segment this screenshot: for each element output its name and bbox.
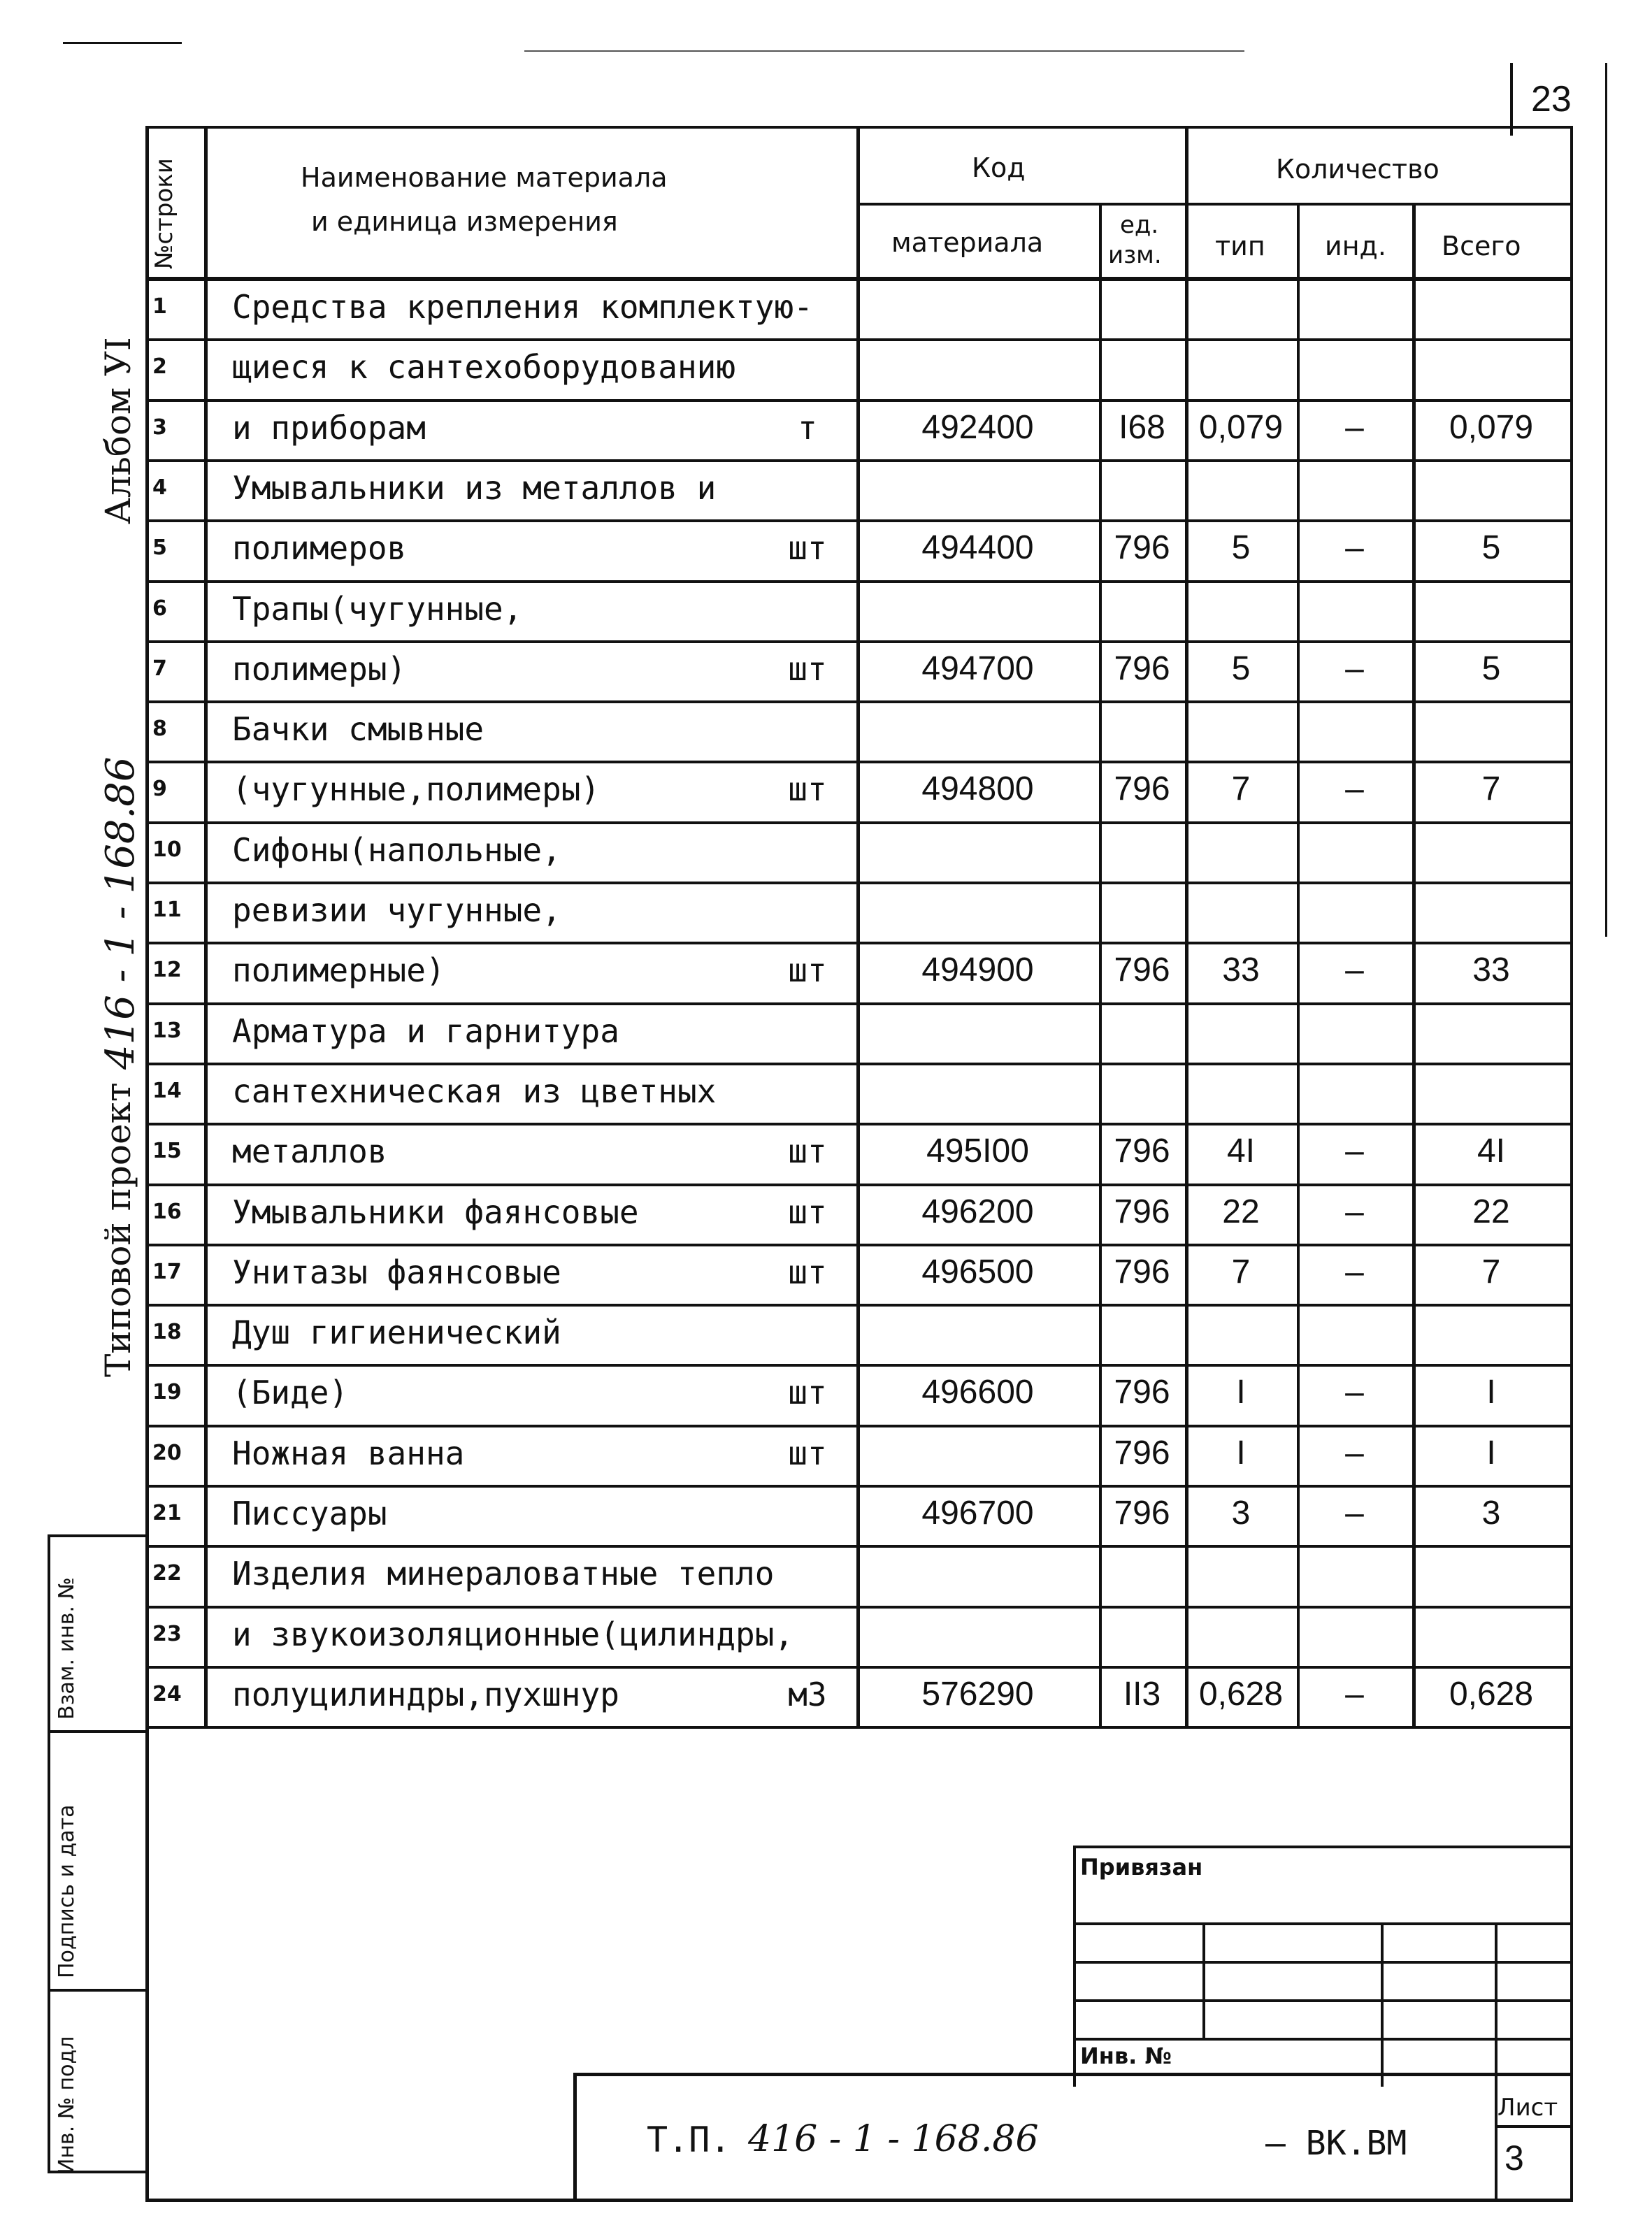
table-row <box>0 582 1570 642</box>
table-row <box>0 642 1570 702</box>
qty-ind <box>1297 461 1412 515</box>
qty-ind: – <box>1345 650 1364 687</box>
table-row <box>0 702 1570 762</box>
unit-of-measure <box>773 1607 842 1662</box>
material-name: Душ гигиенический <box>232 1314 561 1351</box>
privyazan-label: Привязан <box>1080 1854 1203 1880</box>
qty-ind <box>1297 1004 1412 1058</box>
header-code-unit-2: изм. <box>1108 241 1162 269</box>
unit-code: 796 <box>1114 951 1170 988</box>
body-left-line <box>145 1727 149 2202</box>
material-code <box>856 823 1099 877</box>
unit-code: 796 <box>1114 650 1170 687</box>
qty-type <box>1185 1004 1297 1058</box>
header-qty-ind: инд. <box>1325 231 1386 261</box>
material-code: 495I00 <box>926 1132 1029 1170</box>
tb-grid-col-3 <box>1495 1922 1497 2202</box>
material-name: и звукоизоляционные(цилиндры, <box>232 1616 794 1653</box>
table-row <box>0 1064 1570 1124</box>
qty-type <box>1185 340 1297 394</box>
row-number: 21 <box>152 1501 182 1525</box>
row-number: 17 <box>152 1260 182 1284</box>
qty-ind: – <box>1345 1374 1364 1411</box>
row-number: 3 <box>152 415 167 440</box>
material-name: сантехническая из цветных <box>232 1072 717 1110</box>
qty-total: 5 <box>1481 650 1501 687</box>
qty-total <box>1412 823 1570 877</box>
qty-total <box>1412 1004 1570 1058</box>
tb-stamp-left <box>573 2073 577 2202</box>
header-qty-type: тип <box>1215 231 1265 261</box>
qty-type: 5 <box>1231 529 1251 566</box>
unit-code <box>1099 340 1185 394</box>
table-row <box>0 823 1570 883</box>
qty-total <box>1412 461 1570 515</box>
stamp-vzam-label: Взам. инв. № <box>55 1577 79 1720</box>
qty-total <box>1412 1546 1570 1601</box>
material-code <box>856 280 1099 334</box>
qty-ind <box>1297 1546 1412 1601</box>
row-number: 6 <box>152 596 167 621</box>
unit-of-measure <box>773 1486 842 1541</box>
qty-type: 5 <box>1231 650 1251 687</box>
qty-total <box>1412 582 1570 636</box>
qty-ind <box>1297 1607 1412 1662</box>
qty-type: 7 <box>1231 770 1251 807</box>
row-number: 9 <box>152 777 167 801</box>
unit-code <box>1099 582 1185 636</box>
album-title: Альбом УI <box>98 337 138 524</box>
material-code <box>856 582 1099 636</box>
qty-ind: – <box>1345 770 1364 807</box>
tb-privyazan-left <box>1073 1846 1076 2087</box>
qty-ind <box>1297 883 1412 937</box>
qty-ind: – <box>1345 529 1364 566</box>
row-number: 1 <box>152 294 167 319</box>
unit-of-measure: шт <box>788 1253 827 1291</box>
qty-ind: – <box>1345 1253 1364 1290</box>
material-code <box>856 883 1099 937</box>
qty-total <box>1412 1607 1570 1662</box>
table-row <box>0 521 1570 581</box>
qty-ind: – <box>1345 1434 1364 1472</box>
qty-type: 3 <box>1231 1495 1251 1532</box>
tb-privyazan-top <box>1073 1846 1570 1848</box>
page-number: 23 <box>1531 79 1572 120</box>
table-row <box>0 1607 1570 1667</box>
material-name: полимеры) <box>232 650 407 688</box>
sheet-number: 3 <box>1504 2138 1524 2178</box>
material-name: полуцилиндры,пухшнур <box>232 1676 619 1713</box>
table-row <box>0 461 1570 521</box>
row-number: 11 <box>152 898 182 922</box>
qty-ind: – <box>1345 1132 1364 1170</box>
qty-total <box>1412 883 1570 937</box>
table-right-border <box>1570 126 1573 2202</box>
row-number: 12 <box>152 958 182 982</box>
table-row <box>0 340 1570 400</box>
qty-total: 0,079 <box>1449 409 1534 446</box>
material-name: Бачки смывные <box>232 710 484 748</box>
material-code <box>856 702 1099 756</box>
qty-type: 22 <box>1222 1193 1260 1230</box>
unit-code <box>1099 702 1185 756</box>
material-code: 494400 <box>921 529 1034 566</box>
row-number: 15 <box>152 1139 182 1163</box>
qty-ind: – <box>1345 1676 1364 1713</box>
qty-ind <box>1297 280 1412 334</box>
row-number: 23 <box>152 1622 182 1646</box>
header-qty-group: Количество <box>1276 154 1439 185</box>
material-code: 496500 <box>921 1253 1034 1290</box>
unit-code <box>1099 823 1185 877</box>
material-code: 494700 <box>921 650 1034 687</box>
row-number: 18 <box>152 1320 182 1344</box>
row-number: 22 <box>152 1561 182 1585</box>
table-row <box>0 1426 1570 1486</box>
material-name: полимеров <box>232 529 407 567</box>
qty-type <box>1185 461 1297 515</box>
unit-code: 796 <box>1114 1132 1170 1170</box>
material-code <box>856 1546 1099 1601</box>
unit-code: 796 <box>1114 1495 1170 1532</box>
tb-stamp-top <box>573 2073 1570 2076</box>
material-code: 496700 <box>921 1495 1034 1532</box>
unit-of-measure <box>773 823 842 877</box>
qty-total: I <box>1486 1434 1496 1472</box>
qty-total <box>1412 280 1570 334</box>
unit-code: 796 <box>1114 1434 1170 1472</box>
qty-ind: – <box>1345 1193 1364 1230</box>
qty-total: 7 <box>1481 770 1501 807</box>
qty-ind: – <box>1345 409 1364 446</box>
header-code-material: материала <box>891 227 1044 258</box>
unit-code: 796 <box>1114 770 1170 807</box>
inv-no-label: Инв. № <box>1080 2043 1172 2069</box>
material-name: щиеся к сантехоборудованию <box>232 348 736 386</box>
row-number: 4 <box>152 475 167 500</box>
row-number: 19 <box>152 1380 182 1404</box>
qty-type: 0,628 <box>1198 1676 1284 1713</box>
unit-code: I68 <box>1119 409 1165 446</box>
table-row <box>0 1004 1570 1064</box>
unit-code: 796 <box>1114 1374 1170 1411</box>
page-bottom-border <box>145 2199 1573 2202</box>
header-sub-divider <box>856 203 1570 206</box>
material-name: полимерные) <box>232 951 445 989</box>
qty-type <box>1185 1546 1297 1601</box>
qty-ind <box>1297 823 1412 877</box>
row-number: 14 <box>152 1079 182 1103</box>
qty-type <box>1185 280 1297 334</box>
unit-of-measure <box>773 1305 842 1360</box>
material-code <box>856 340 1099 394</box>
unit-code <box>1099 1004 1185 1058</box>
stamp-inv-podl-label: Инв. № подл <box>55 2036 79 2174</box>
table-row <box>0 1486 1570 1546</box>
table-row <box>0 401 1570 461</box>
material-code: 494900 <box>921 951 1034 988</box>
qty-ind <box>1297 340 1412 394</box>
qty-type <box>1185 883 1297 937</box>
table-row <box>0 1667 1570 1727</box>
qty-ind: – <box>1345 951 1364 988</box>
qty-ind: – <box>1345 1495 1364 1532</box>
unit-of-measure <box>773 280 842 334</box>
unit-of-measure: шт <box>788 1374 827 1411</box>
unit-of-measure <box>773 1546 842 1601</box>
unit-of-measure <box>773 461 842 515</box>
unit-of-measure: шт <box>788 770 827 808</box>
header-qty-total: Всего <box>1442 231 1521 261</box>
qty-type: 7 <box>1231 1253 1251 1290</box>
material-code <box>856 1426 1099 1481</box>
qty-type: 0,079 <box>1198 409 1284 446</box>
qty-type <box>1185 702 1297 756</box>
material-name: Умывальники из металлов и <box>232 469 717 507</box>
doc-code-number: 416 - 1 - 168.86 <box>748 2118 1039 2160</box>
header-row-no: №строки <box>150 158 178 269</box>
material-name: Унитазы фаянсовые <box>232 1253 561 1291</box>
table-row <box>0 762 1570 822</box>
table-row <box>0 1365 1570 1425</box>
material-name: ревизии чугунные, <box>232 891 561 929</box>
unit-of-measure <box>773 340 842 394</box>
header-code-group: Код <box>972 152 1026 183</box>
row-number: 10 <box>152 837 182 862</box>
row-number: 5 <box>152 535 167 560</box>
material-name: Трапы(чугунные, <box>232 590 523 628</box>
doc-code-prefix: Т.П. <box>647 2120 731 2160</box>
qty-total: 7 <box>1481 1253 1501 1290</box>
material-name: (чугунные,полимеры) <box>232 770 601 808</box>
qty-total: 5 <box>1481 529 1501 566</box>
qty-ind <box>1297 1305 1412 1360</box>
qty-type <box>1185 582 1297 636</box>
unit-of-measure <box>773 883 842 937</box>
unit-code <box>1099 1607 1185 1662</box>
header-code-unit-1: ед. <box>1120 211 1159 239</box>
row-number: 24 <box>152 1682 182 1706</box>
material-name: Умывальники фаянсовые <box>232 1193 639 1231</box>
unit-code <box>1099 461 1185 515</box>
unit-of-measure: т <box>798 409 817 447</box>
qty-total: 22 <box>1472 1193 1510 1230</box>
stamp-podpis-label: Подпись и дата <box>55 1804 79 1978</box>
tb-grid-col-2 <box>1381 1922 1384 2087</box>
qty-total: 3 <box>1481 1495 1501 1532</box>
project-title-number: 416 - 1 - 168.86 <box>98 756 143 1070</box>
table-row <box>0 1546 1570 1606</box>
qty-total: I <box>1486 1374 1496 1411</box>
unit-code: 796 <box>1114 1253 1170 1290</box>
material-name: металлов <box>232 1132 387 1170</box>
table-row <box>0 1305 1570 1365</box>
table-row <box>0 1245 1570 1305</box>
qty-ind <box>1297 582 1412 636</box>
material-name: Писсуары <box>232 1495 387 1532</box>
header-name-line1: Наименование материала <box>301 162 668 193</box>
qty-total: 33 <box>1472 951 1510 988</box>
row-number: 2 <box>152 354 167 379</box>
unit-code: 796 <box>1114 1193 1170 1230</box>
unit-code: II3 <box>1123 1676 1161 1713</box>
row-number: 16 <box>152 1200 182 1224</box>
material-name: (Биде) <box>232 1374 349 1411</box>
qty-type <box>1185 1607 1297 1662</box>
header-name-line2: и единица измерения <box>311 206 618 237</box>
doc-mark: – ВК.ВМ <box>1265 2124 1407 2163</box>
qty-total <box>1412 1064 1570 1118</box>
qty-total <box>1412 702 1570 756</box>
material-name: Ножная ванна <box>232 1434 465 1472</box>
row-number: 20 <box>152 1441 182 1465</box>
qty-total: 4I <box>1477 1132 1506 1170</box>
qty-type <box>1185 1064 1297 1118</box>
qty-total: 0,628 <box>1449 1676 1534 1713</box>
unit-code <box>1099 1305 1185 1360</box>
table-row <box>0 883 1570 943</box>
row-number: 8 <box>152 717 167 741</box>
qty-type <box>1185 1305 1297 1360</box>
material-code <box>856 1607 1099 1662</box>
material-name: Арматура и гарнитура <box>232 1012 619 1050</box>
table-row <box>0 1124 1570 1184</box>
material-code: 496200 <box>921 1193 1034 1230</box>
sheet-label: Лист <box>1497 2094 1558 2122</box>
material-code <box>856 1064 1099 1118</box>
unit-of-measure: шт <box>788 951 827 989</box>
material-code: 496600 <box>921 1374 1034 1411</box>
unit-code <box>1099 883 1185 937</box>
row-number: 13 <box>152 1019 182 1043</box>
unit-of-measure: шт <box>788 1434 827 1472</box>
table-row <box>0 943 1570 1003</box>
material-name: Изделия минераловатные тепло <box>232 1555 775 1592</box>
unit-of-measure: м3 <box>788 1676 827 1713</box>
qty-type <box>1185 823 1297 877</box>
table-row <box>0 280 1570 340</box>
unit-of-measure: шт <box>788 529 827 567</box>
qty-type: 4I <box>1226 1132 1256 1170</box>
qty-ind <box>1297 702 1412 756</box>
material-code <box>856 1004 1099 1058</box>
unit-code: 796 <box>1114 529 1170 566</box>
tb-sheet-divider <box>1495 2125 1570 2128</box>
material-name: и приборам <box>232 409 426 447</box>
unit-of-measure <box>773 702 842 756</box>
qty-type: I <box>1236 1434 1246 1472</box>
unit-of-measure <box>773 1004 842 1058</box>
row-number: 7 <box>152 656 167 681</box>
unit-code <box>1099 280 1185 334</box>
material-code <box>856 1305 1099 1360</box>
table-row <box>0 1185 1570 1245</box>
material-name: Средства крепления комплектую- <box>232 288 813 326</box>
unit-of-measure: шт <box>788 1132 827 1170</box>
unit-code <box>1099 1546 1185 1601</box>
qty-total <box>1412 1305 1570 1360</box>
project-title-prefix: Типовой проект <box>98 1082 138 1377</box>
qty-ind <box>1297 1064 1412 1118</box>
material-code: 492400 <box>921 409 1034 446</box>
material-code: 576290 <box>921 1676 1034 1713</box>
qty-type: 33 <box>1222 951 1260 988</box>
unit-of-measure: шт <box>788 1193 827 1231</box>
qty-type: I <box>1236 1374 1246 1411</box>
unit-of-measure <box>773 1064 842 1118</box>
material-code <box>856 461 1099 515</box>
unit-code <box>1099 1064 1185 1118</box>
material-name: Сифоны(напольные, <box>232 831 561 869</box>
unit-of-measure: шт <box>788 650 827 688</box>
qty-total <box>1412 340 1570 394</box>
tb-grid-col-1 <box>1202 1922 1205 2038</box>
unit-of-measure <box>773 582 842 636</box>
material-code: 494800 <box>921 770 1034 807</box>
